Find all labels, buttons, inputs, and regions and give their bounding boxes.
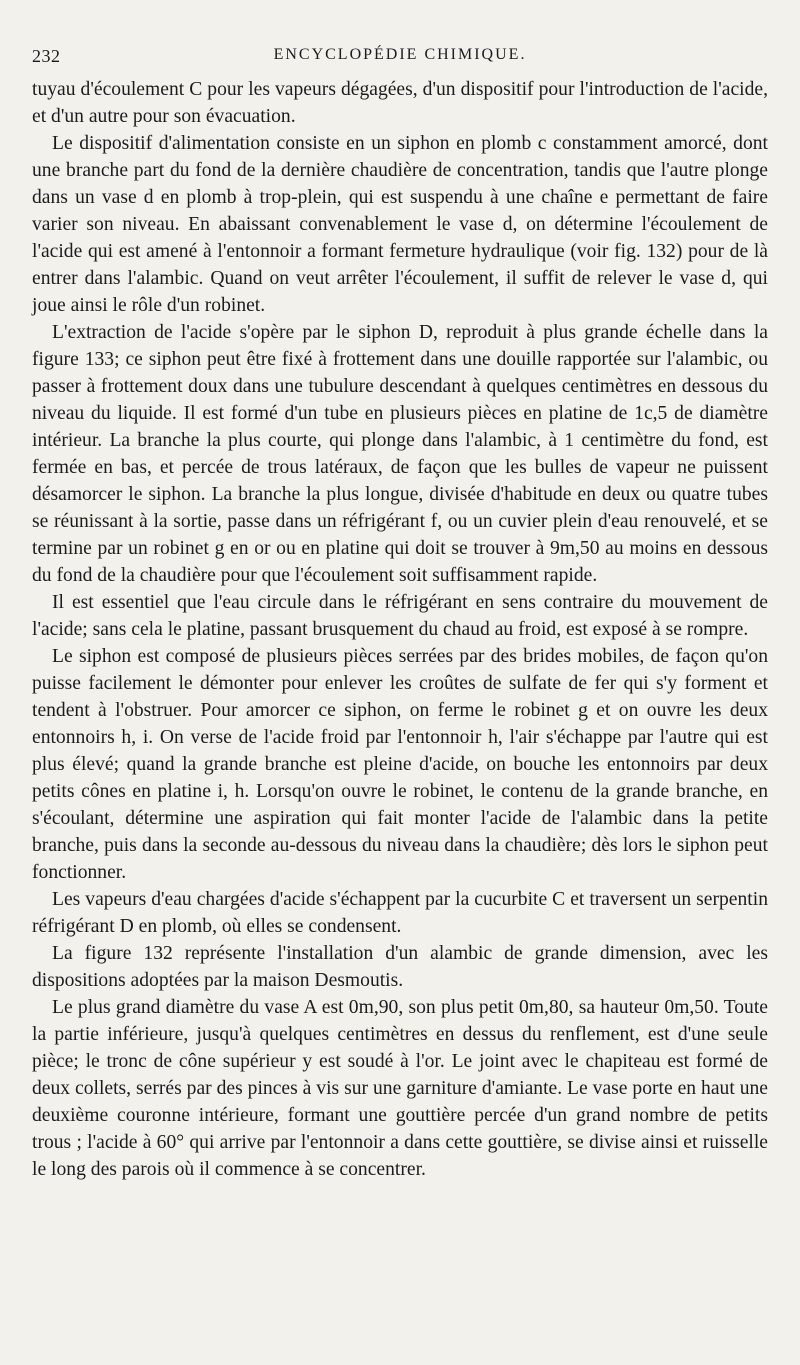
running-head bbox=[32, 40, 768, 68]
paragraph: La figure 132 représente l'installation d'un alambic de grande dimension, avec les dispositions adoptées par la maison Desmoutis. bbox=[32, 943, 768, 991]
paragraph: L'extraction de l'acide s'opère par le siphon D, reproduit à plus grande échelle dans la figure 133; ce siphon peut être fixé à frottement dans une douille rapportée sur l'alambic, ou passer à frottement doux dans une tubulure descendant à quelques centimètres en dessous du niveau du liquide. Il est formé d'un tube en plusieurs pièces en platine de 1c,5 de diamètre intérieur. La branche la plus courte, qui plonge dans l'alambic, à 1 centimètre du fond, est fermée en bas, et percée de trous latéraux, de façon que les bulles de vapeur ne puissent désamorcer le siphon. La branche la plus longue, divisée d'habitude en deux ou quatre tubes se réunissant à la sortie, passe dans un réfrigérant f, ou un cuvier plein d'eau renouvelé, et se termine par un robinet g en or ou en platine qui doit se trouver à 9m,50 au moins en dessous du fond de la chaudière pour que l'écoulement soit suffisamment rapide. bbox=[32, 322, 768, 586]
body-text bbox=[32, 76, 768, 1183]
paragraph: Les vapeurs d'eau chargées d'acide s'échappent par la cucurbite C et traversent un serpentin réfrigérant D en plomb, où elles se condensent. bbox=[32, 889, 768, 937]
page-number: 232 bbox=[32, 46, 61, 66]
paragraph: Le plus grand diamètre du vase A est 0m,90, son plus petit 0m,80, sa hauteur 0m,50. Toute la partie inférieure, jusqu'à quelques centimètres en dessus du renflement, est d'une seule pièce; le tronc de cône supérieur y est soudé à l'or. Le joint avec le chapiteau est formé de deux collets, serrés par des pinces à vis sur une garniture d'amiante. Le vase porte en haut une deuxième couronne intérieure, formant une gouttière percée d'un grand nombre de petits trous ; l'acide à 60° qui arrive par l'entonnoir a dans cette gouttière, se divise ainsi et ruisselle le long des parois où il commence à se concentrer. bbox=[32, 997, 768, 1180]
paragraph: Le dispositif d'alimentation consiste en un siphon en plomb c constamment amorcé, dont une branche part du fond de la dernière chaudière de concentration, tandis que l'autre plonge dans un vase d en plomb à trop-plein, qui est suspendu à une chaîne e permettant de faire varier son niveau. En abaissant convenablement le vase d, on détermine l'écoulement de l'acide qui est amené à l'entonnoir a formant fermeture hydraulique (voir fig. 132) pour de là entrer dans l'alambic. Quand on veut arrêter l'écoulement, il suffit de relever le vase d, qui joue ainsi le rôle d'un robinet. bbox=[32, 133, 768, 316]
paragraph: tuyau d'écoulement C pour les vapeurs dégagées, d'un dispositif pour l'introduction de l'acide, et d'un autre pour son évacuation. bbox=[32, 79, 768, 127]
running-title: ENCYCLOPÉDIE CHIMIQUE. bbox=[273, 46, 527, 63]
paragraph: Il est essentiel que l'eau circule dans le réfrigérant en sens contraire du mouvement de l'acide; sans cela le platine, passant brusquement du chaud au froid, est exposé à se rompre. bbox=[32, 592, 768, 640]
paragraph: Le siphon est composé de plusieurs pièces serrées par des brides mobiles, de façon qu'on puisse facilement le démonter pour enlever les croûtes de sulfate de fer qui s'y forment et tendent à l'obstruer. Pour amorcer ce siphon, on ferme le robinet g et on ouvre les deux entonnoirs h, i. On verse de l'acide froid par l'entonnoir h, l'air s'échappe par l'autre qui est plus élevé; quand la grande branche est pleine d'acide, on bouche les entonnoirs par deux petits cônes en platine i, h. Lorsqu'on ouvre le robinet, le contenu de la grande branche, en s'écoulant, détermine une aspiration qui fait monter l'acide de l'alambic dans la petite branche, puis dans la seconde au-dessous du niveau dans la chaudière; dès lors le siphon peut fonctionner. bbox=[32, 646, 768, 883]
